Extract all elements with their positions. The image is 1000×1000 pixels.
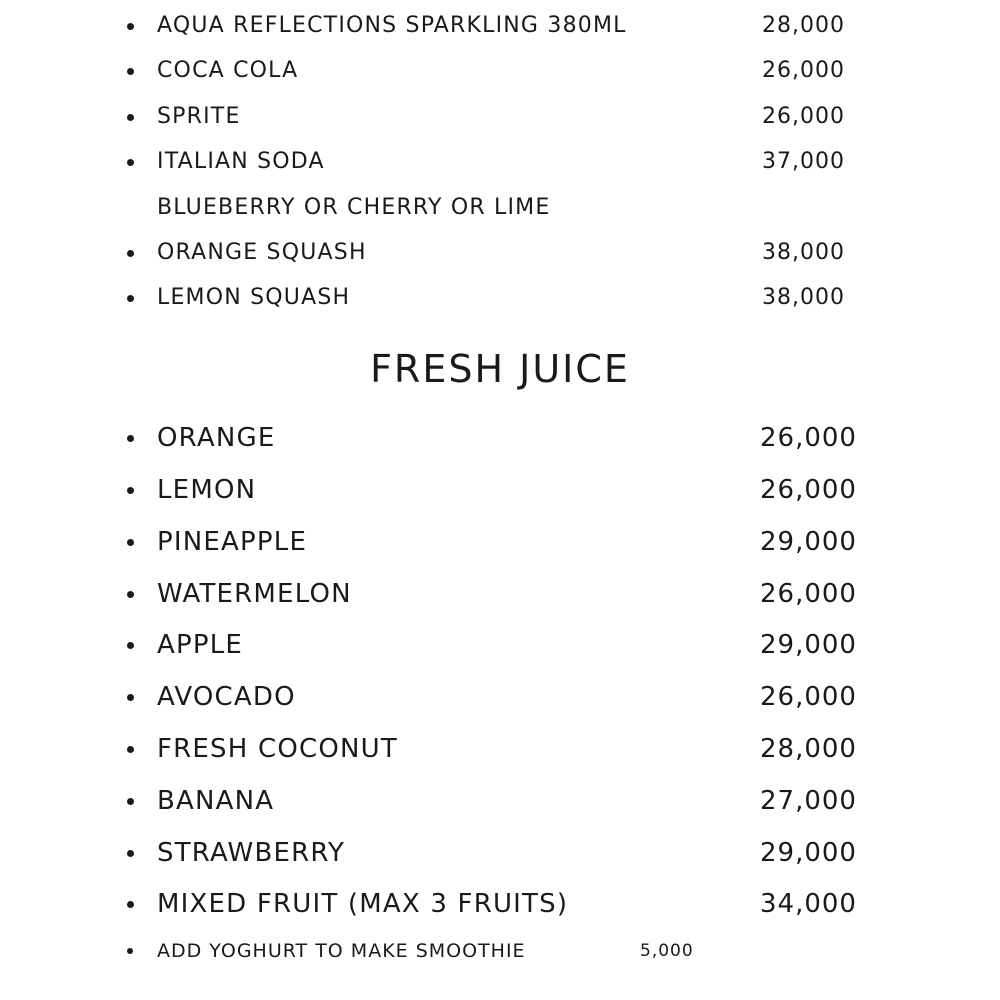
variant-note-text: BLUEBERRY OR CHERRY OR LIME [157, 195, 551, 220]
item-name: WATERMELON [157, 579, 352, 609]
item-price: 34,000 [760, 889, 857, 919]
item-name: APPLE [157, 630, 244, 660]
item-price: 26,000 [760, 579, 857, 609]
bullet-icon [127, 68, 134, 75]
item-name: STRAWBERRY [157, 838, 346, 868]
item-name: LEMON SQUASH [157, 285, 351, 310]
bullet-icon [127, 295, 134, 302]
bullet-icon [127, 539, 134, 546]
bullet-icon [127, 159, 134, 166]
item-price: 26,000 [760, 475, 857, 505]
item-name: AVOCADO [157, 682, 296, 712]
item-name: COCA COLA [157, 58, 299, 83]
item-name: FRESH COCONUT [157, 734, 398, 764]
item-price: 29,000 [760, 630, 857, 660]
addon-name: ADD YOGHURT TO MAKE SMOOTHIE [157, 940, 526, 962]
item-price: 26,000 [760, 682, 857, 712]
bullet-icon [127, 23, 134, 30]
bullet-icon [127, 250, 134, 257]
item-price: 38,000 [762, 285, 845, 310]
item-name: AQUA REFLECTIONS SPARKLING 380ML [157, 13, 627, 38]
item-price: 28,000 [760, 734, 857, 764]
bullet-icon [127, 901, 134, 908]
item-price: 29,000 [760, 838, 857, 868]
item-price: 29,000 [760, 527, 857, 557]
bullet-icon [127, 746, 134, 753]
item-name: LEMON [157, 475, 257, 505]
item-price: 37,000 [762, 149, 845, 174]
item-name: SPRITE [157, 104, 241, 129]
item-price: 26,000 [762, 104, 845, 129]
bullet-icon [127, 435, 134, 442]
bullet-icon [127, 694, 134, 701]
bullet-icon [127, 114, 134, 121]
item-price: 26,000 [762, 58, 845, 83]
bullet-icon [127, 850, 134, 857]
item-price: 26,000 [760, 423, 857, 453]
section-title: FRESH JUICE [370, 347, 630, 391]
item-name: ORANGE SQUASH [157, 240, 367, 265]
bullet-icon [127, 642, 134, 649]
item-price: 38,000 [762, 240, 845, 265]
item-price: 28,000 [762, 13, 845, 38]
item-name: ITALIAN SODA [157, 149, 325, 174]
addon-price: 5,000 [640, 941, 694, 961]
item-name: PINEAPPLE [157, 527, 308, 557]
bullet-icon [127, 798, 134, 805]
bullet-icon [127, 487, 134, 494]
item-name: MIXED FRUIT (MAX 3 FRUITS) [157, 889, 569, 919]
item-name: ORANGE [157, 423, 276, 453]
item-name: BANANA [157, 786, 275, 816]
item-price: 27,000 [760, 786, 857, 816]
bullet-icon [127, 948, 133, 954]
bullet-icon [127, 591, 134, 598]
